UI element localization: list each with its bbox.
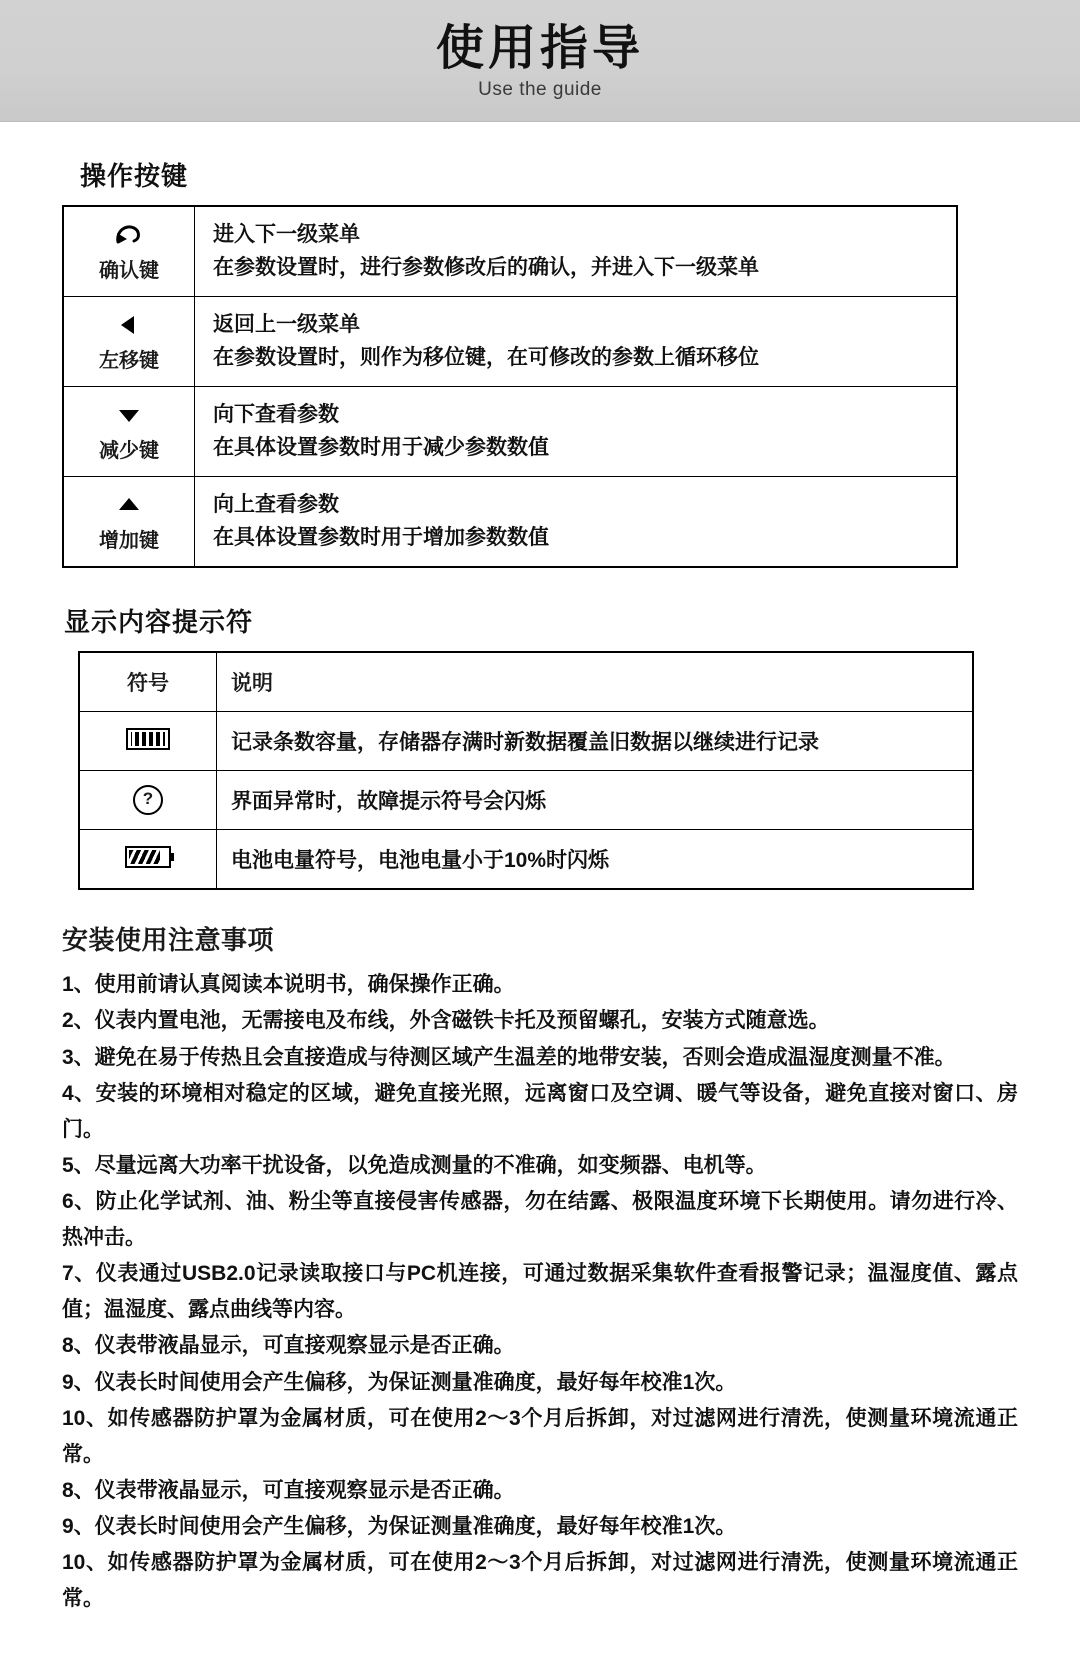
key-description-line: 在具体设置参数时用于增加参数数值 <box>213 525 549 549</box>
symbol-cell <box>79 712 217 771</box>
key-name: 左移键 <box>99 350 159 373</box>
key-cell <box>63 477 195 568</box>
battery-icon <box>125 846 171 868</box>
up-triangle-icon <box>68 488 190 522</box>
key-description <box>195 206 958 297</box>
page-subtitle: Use the guide <box>478 78 602 100</box>
list-item: 5、尽量远离大功率干扰设备，以免造成测量的不准确，如变频器、电机等。 <box>62 1153 767 1177</box>
page-content <box>0 156 1080 1647</box>
list-item: 7、仪表通过USB2.0记录读取接口与PC机连接，可通过数据采集软件查看报警记录；温湿度值、露点值；温湿度、露点曲线等内容。 <box>62 1262 1018 1322</box>
key-description <box>195 387 958 477</box>
list-item: 10、如传感器防护罩为金属材质，可在使用2～3个月后拆卸，对过滤网进行清洗，使测量环境流通正常。 <box>62 1551 1018 1611</box>
enter-arrow-icon <box>68 218 190 252</box>
key-name: 增加键 <box>99 530 159 553</box>
notes-section-title: 安装使用注意事项 <box>62 925 275 956</box>
keys-section-title: 操作按键 <box>80 161 189 191</box>
symbol-column-header: 符号 <box>79 652 217 712</box>
symbol-description: 电池电量符号，电池电量小于10%时闪烁 <box>217 830 974 890</box>
description-column-header: 说明 <box>217 652 974 712</box>
key-description <box>195 297 958 387</box>
key-description-line: 进入下一级菜单 <box>213 223 360 246</box>
list-item: 8、仪表带液晶显示，可直接观察显示是否正确。 <box>62 1478 515 1502</box>
table-row <box>79 830 973 890</box>
key-cell <box>63 387 195 477</box>
list-item: 6、防止化学试剂、油、粉尘等直接侵害传感器，勿在结露、极限温度环境下长期使用。请勿进行冷、热冲击。 <box>62 1190 1018 1250</box>
left-triangle-icon <box>68 308 190 342</box>
list-item: 10、如传感器防护罩为金属材质，可在使用2～3个月后拆卸，对过滤网进行清洗，使测量环境流通正常。 <box>62 1406 1018 1466</box>
symbols-section-title: 显示内容提示符 <box>64 607 254 638</box>
list-item: 8、仪表带液晶显示，可直接观察显示是否正确。 <box>62 1334 515 1358</box>
key-name: 减少键 <box>99 440 159 463</box>
key-description-line: 返回上一级菜单 <box>213 313 360 337</box>
list-item: 3、避免在易于传热且会直接造成与待测区域产生温差的地带安装，否则会造成温湿度测量不准。 <box>62 1045 956 1069</box>
symbol-cell <box>79 771 217 830</box>
key-cell <box>63 297 195 387</box>
symbol-description: 界面异常时，故障提示符号会闪烁 <box>217 771 974 830</box>
table-row <box>63 206 957 297</box>
table-row <box>79 712 973 771</box>
key-description-line: 向下查看参数 <box>213 403 339 427</box>
table-row <box>63 387 957 477</box>
question-mark-icon: ? <box>133 785 163 815</box>
record-capacity-icon <box>126 728 170 750</box>
key-cell <box>63 206 195 297</box>
key-description-line: 在参数设置时，进行参数修改后的确认，并进入下一级菜单 <box>213 255 759 279</box>
table-row <box>63 477 957 568</box>
operation-keys-table <box>62 205 958 568</box>
table-header-row <box>79 652 973 712</box>
key-description-line: 在参数设置时，则作为移位键，在可修改的参数上循环移位 <box>213 345 759 369</box>
key-description-line: 在具体设置参数时用于减少参数数值 <box>213 435 549 459</box>
list-item: 9、仪表长时间使用会产生偏移，为保证测量准确度，最好每年校准1次。 <box>62 1515 737 1539</box>
table-row <box>79 771 973 830</box>
list-item: 4、安装的环境相对稳定的区域，避免直接光照，远离窗口及空调、暖气等设备，避免直接对窗口、房门。 <box>62 1081 1018 1141</box>
symbol-description: 记录条数容量，存储器存满时新数据覆盖旧数据以继续进行记录 <box>217 712 974 771</box>
key-name: 确认键 <box>99 260 159 283</box>
list-item: 1、使用前请认真阅读本说明书，确保操作正确。 <box>62 973 515 997</box>
list-item: 2、仪表内置电池，无需接电及布线，外含磁铁卡托及预留螺孔，安装方式随意选。 <box>62 1009 830 1033</box>
page-banner <box>0 0 1080 122</box>
list-item: 9、仪表长时间使用会产生偏移，为保证测量准确度，最好每年校准1次。 <box>62 1370 737 1394</box>
installation-notes-list <box>62 967 1018 1617</box>
table-row <box>63 297 957 387</box>
symbol-cell <box>79 830 217 890</box>
page-title: 使用指导 <box>435 22 644 76</box>
down-triangle-icon <box>68 398 190 432</box>
display-symbols-table <box>78 651 974 890</box>
key-description <box>195 477 958 568</box>
key-description-line: 向上查看参数 <box>213 493 339 517</box>
